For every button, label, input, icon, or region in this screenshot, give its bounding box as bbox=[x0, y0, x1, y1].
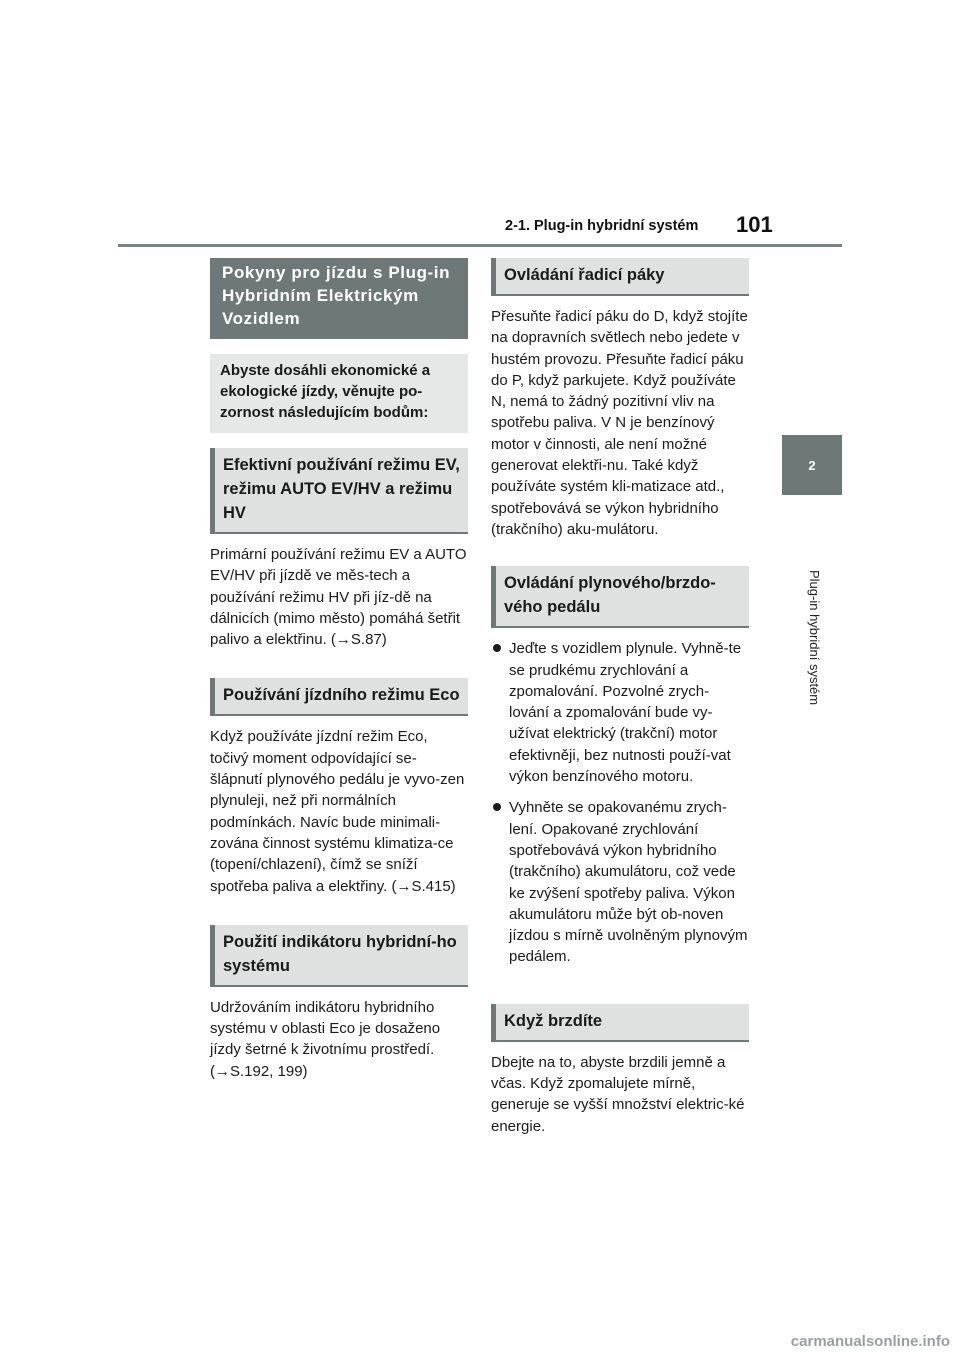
main-title: Pokyny pro jízdu s Plug-in Hybridním Elektrickým Vozidlem bbox=[210, 258, 468, 339]
chapter-side-title: Plug-in hybridní systém bbox=[807, 570, 822, 706]
intro-note: Abyste dosáhli ekonomické a ekologické jízdy, věnujte po-zornost následujícím bodům: bbox=[210, 354, 468, 433]
bullet-dot-icon bbox=[493, 803, 501, 811]
section-heading-pedals: Ovládání plynového/brzdo-vého pedálu bbox=[491, 566, 749, 628]
section-text-ev-modes: Primární používání režimu EV a AUTO EV/HV při jízdě ve měs-tech a používání režimu HV při jíz-dě na dálnicích (mimo město) pomáhá šetřit palivo a elektřinu. (→S.87) bbox=[210, 546, 467, 649]
list-item bbox=[491, 638, 749, 787]
bullet-text: Jeďte s vozidlem plynule. Vyhně-te se prudkému zrychlování a zpomalování. Pozvolné zrych-lování a zpomalování bude vy-užívat elektrický (trakční) motor efektivněji, bez nutnosti použí-vat výkon benzínového motoru. bbox=[509, 640, 742, 786]
section-heading-braking: Když brzdíte bbox=[491, 1004, 749, 1042]
section-text-eco-mode: Když používáte jízdní režim Eco, točivý moment odpovídající se-šlápnutí plynového pedálu je vyvo-zen plynuleji, než při normálních podmínkách. Navíc bude minimali-zována činnost systému klimatiza-ce (topení/chlazení), čímž se sníží spotřeba paliva a elektřiny. (→S.415) bbox=[210, 728, 465, 895]
section-heading-eco-mode: Používání jízdního režimu Eco bbox=[210, 678, 468, 716]
left-column bbox=[210, 258, 468, 1082]
header-rule bbox=[118, 244, 842, 247]
right-column bbox=[491, 258, 749, 1137]
section-heading-ev-modes: Efektivní používání režimu EV, režimu AUTO EV/HV a režimu HV bbox=[210, 448, 468, 534]
section-text-shift-lever: Přesuňte řadicí páku do D, když stojíte na dopravních světlech nebo jedete v hustém provozu. Přesuňte řadicí páku do P, když parkujete. Když používáte N, nemá to žádný pozitivní vliv na spotřebu paliva. V N je benzínový motor v činnosti, ale není možné generovat elektři-nu. Také když používáte systém kli-matizace atd., spotřebovává se výkon hybridního (trakčního) aku-mulátoru. bbox=[491, 308, 748, 538]
section-text-braking: Dbejte na to, abyste brzdili jemně a včas. Když zpomalujete mírně, generuje se vyšší množství elektric-ké energie. bbox=[491, 1053, 745, 1135]
chapter-number: 2 bbox=[808, 457, 816, 473]
pedal-bullet-list bbox=[491, 638, 749, 967]
bullet-text: Vyhněte se opakovanému zrych-lení. Opakované zrychlování spotřebovává výkon hybridního (trakčního) akumulátoru, což vede ke zvýšení spotřeby paliva. Výkon akumulátoru může být ob-noven jízdou s mírně uvolněným plynovým pedálem. bbox=[509, 799, 748, 966]
running-header-section: 2-1. Plug-in hybridní systém bbox=[505, 218, 699, 234]
section-text-hybrid-indicator: Udržováním indikátoru hybridního systému v oblasti Eco je dosaženo jízdy šetrné k životnímu prostředí. (→S.192, 199) bbox=[210, 998, 441, 1080]
section-heading-shift-lever: Ovládání řadicí páky bbox=[491, 258, 749, 296]
bullet-dot-icon bbox=[493, 644, 501, 652]
chapter-tab[interactable] bbox=[782, 435, 842, 495]
watermark: carmanualsonline.info bbox=[790, 1333, 950, 1350]
section-heading-hybrid-indicator: Použití indikátoru hybridní-ho systému bbox=[210, 925, 468, 987]
page-number: 101 bbox=[736, 212, 773, 237]
list-item bbox=[491, 797, 749, 967]
